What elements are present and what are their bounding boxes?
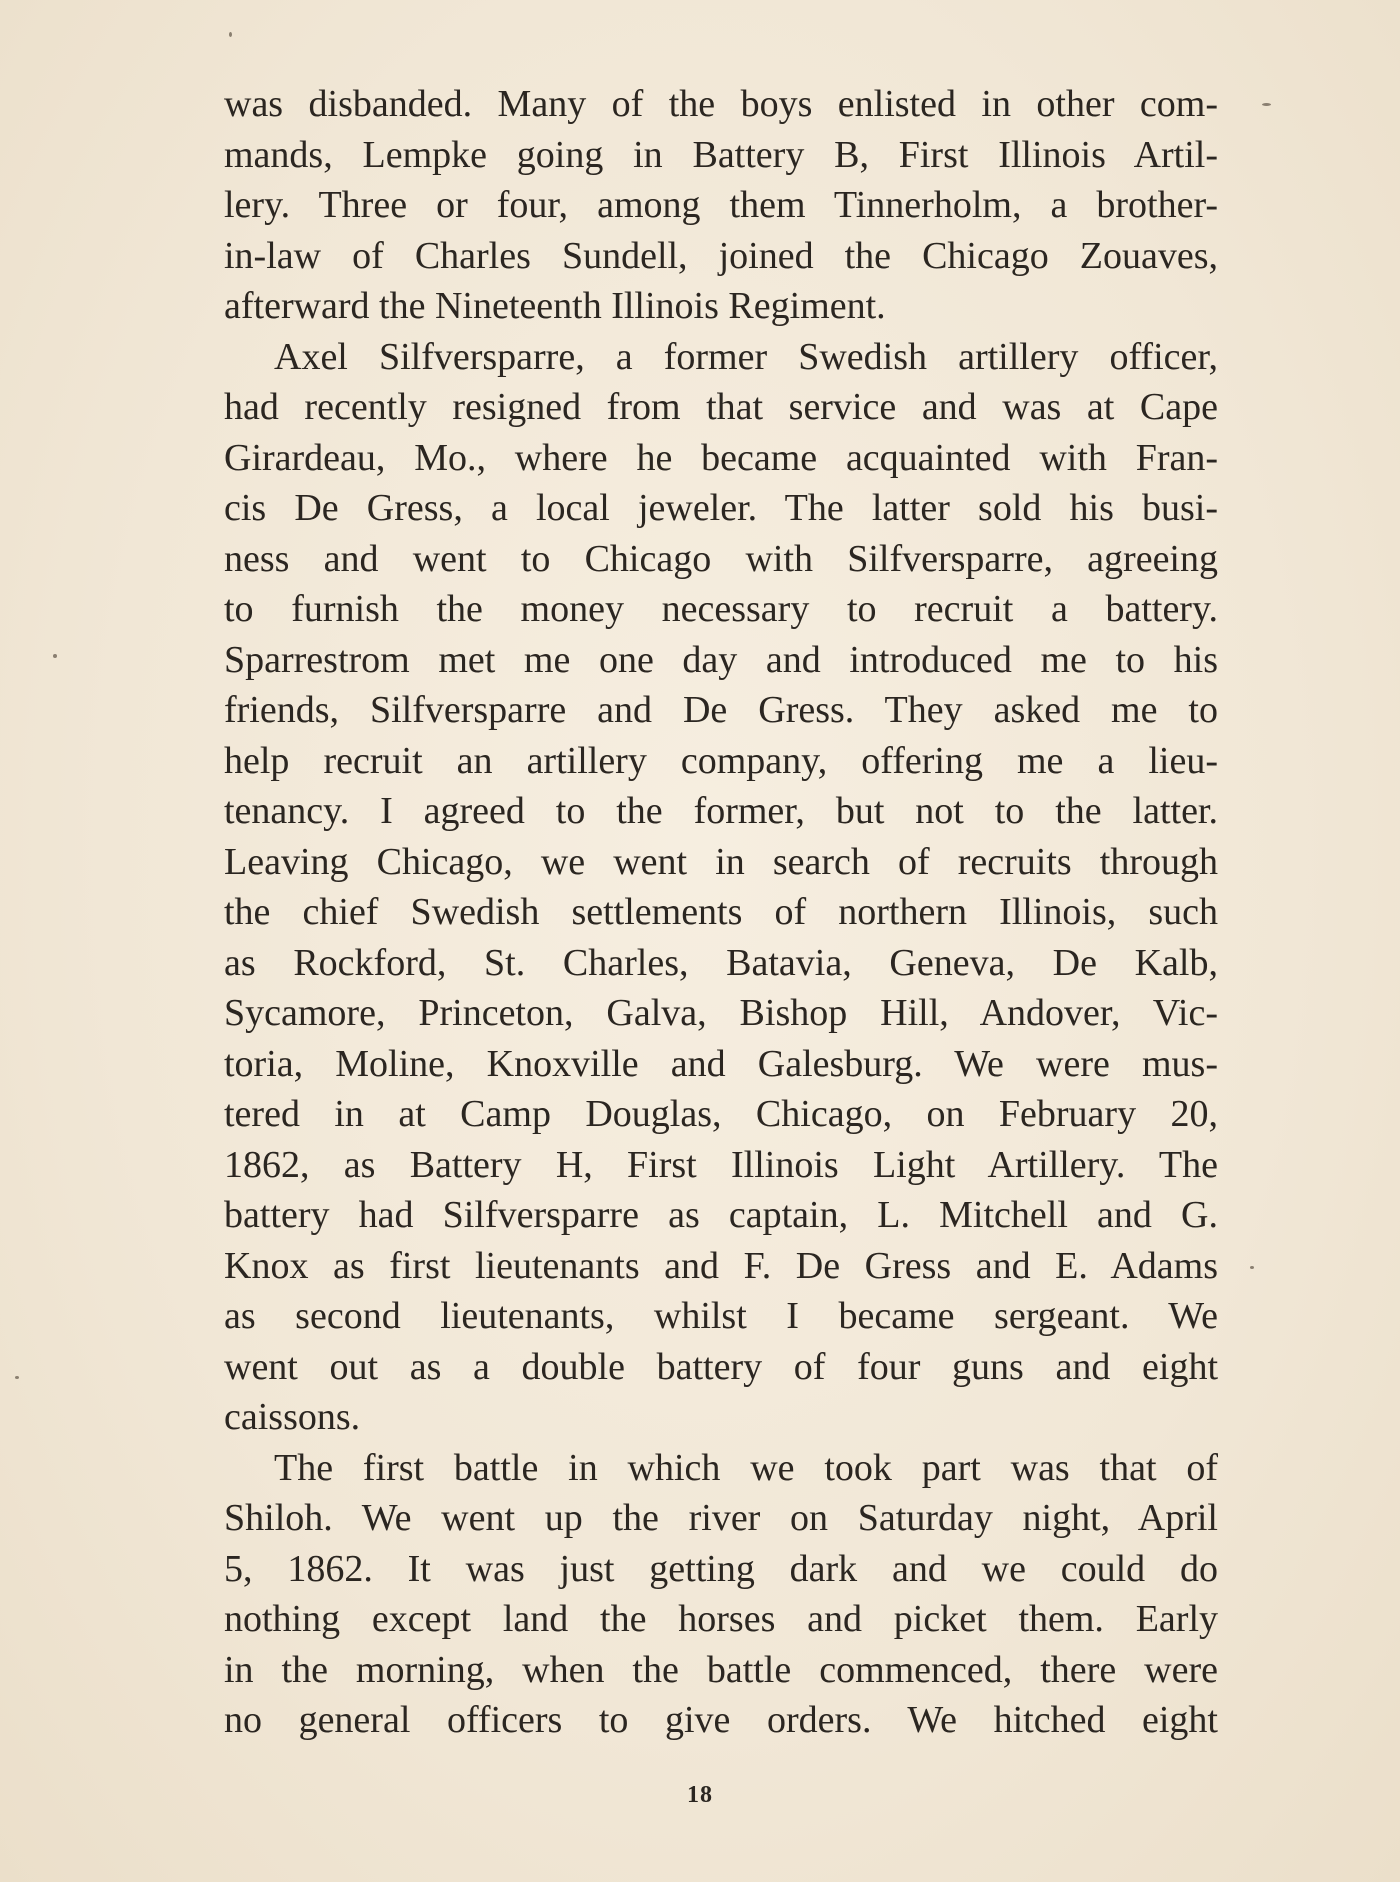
text-line: the chief Swedish settlements of northern Illinois, such xyxy=(224,891,1218,933)
ink-speck xyxy=(1262,103,1271,106)
page-number: 18 xyxy=(687,1782,713,1808)
text-line: had recently resigned from that service and was at Cape xyxy=(224,386,1218,428)
text-line: afterward the Nineteenth Illinois Regiment. xyxy=(224,285,886,327)
text-line: as Rockford, St. Charles, Batavia, Geneva, De Kalb, xyxy=(224,941,1218,984)
text-line: was disbanded. Many of the boys enlisted in other com- xyxy=(224,83,1218,125)
text-line: as second lieutenants, whilst I became sergeant. We xyxy=(224,1295,1218,1337)
text-line: Knox as first lieutenants and F. De Gress and E. Adams xyxy=(224,1244,1218,1287)
text-line: mands, Lempke going in Battery B, First Illinois Artil- xyxy=(224,133,1218,176)
text-line: caissons. xyxy=(224,1396,361,1438)
body-text xyxy=(224,79,1218,1746)
text-line: Shiloh. We went up the river on Saturday night, April xyxy=(224,1497,1218,1539)
text-line: tenancy. I agreed to the former, but not to the latter. xyxy=(224,790,1218,832)
text-line: Girardeau, Mo., where he became acquainted with Fran- xyxy=(224,436,1218,479)
paragraph-3 xyxy=(224,1443,1218,1746)
text-line: battery had Silfversparre as captain, L. Mitchell and G. xyxy=(224,1194,1218,1236)
text-line: Sparrestrom met me one day and introduced me to his xyxy=(224,638,1218,681)
text-line: toria, Moline, Knoxville and Galesburg. We were mus- xyxy=(224,1042,1218,1085)
ink-speck xyxy=(53,654,57,658)
text-line: friends, Silfversparre and De Gress. They asked me to xyxy=(224,689,1218,731)
text-line: 1862, as Battery H, First Illinois Light Artillery. The xyxy=(224,1143,1218,1186)
text-line: 5, 1862. It was just getting dark and we could do xyxy=(224,1547,1218,1590)
text-line: help recruit an artillery company, offering me a lieu- xyxy=(224,739,1218,782)
text-line: ness and went to Chicago with Silfversparre, agreeing xyxy=(224,537,1218,580)
text-line: lery. Three or four, among them Tinnerholm, a brother- xyxy=(224,184,1218,226)
text-line: nothing except land the horses and picket them. Early xyxy=(224,1598,1218,1640)
text-line: Sycamore, Princeton, Galva, Bishop Hill, Andover, Vic- xyxy=(224,992,1218,1034)
text-line: Leaving Chicago, we went in search of recruits through xyxy=(224,840,1218,883)
ink-speck xyxy=(15,1376,19,1379)
text-line: in-law of Charles Sundell, joined the Chicago Zouaves, xyxy=(224,234,1218,277)
text-line: The first battle in which we took part was that of xyxy=(274,1446,1218,1489)
paragraph-1 xyxy=(224,79,1218,332)
text-line: tered in at Camp Douglas, Chicago, on February 20, xyxy=(224,1093,1218,1135)
text-line: no general officers to give orders. We hitched eight xyxy=(224,1699,1218,1741)
text-line: Axel Silfversparre, a former Swedish artillery officer, xyxy=(274,335,1218,378)
text-line: went out as a double battery of four guns and eight xyxy=(224,1345,1218,1388)
ink-speck xyxy=(1250,1266,1254,1269)
text-line: to furnish the money necessary to recruit a battery. xyxy=(224,588,1218,630)
paragraph-2 xyxy=(224,332,1218,1443)
text-line: in the morning, when the battle commenced, there were xyxy=(224,1648,1218,1691)
ink-speck xyxy=(229,32,232,37)
text-line: cis De Gress, a local jeweler. The latter sold his busi- xyxy=(224,487,1218,529)
